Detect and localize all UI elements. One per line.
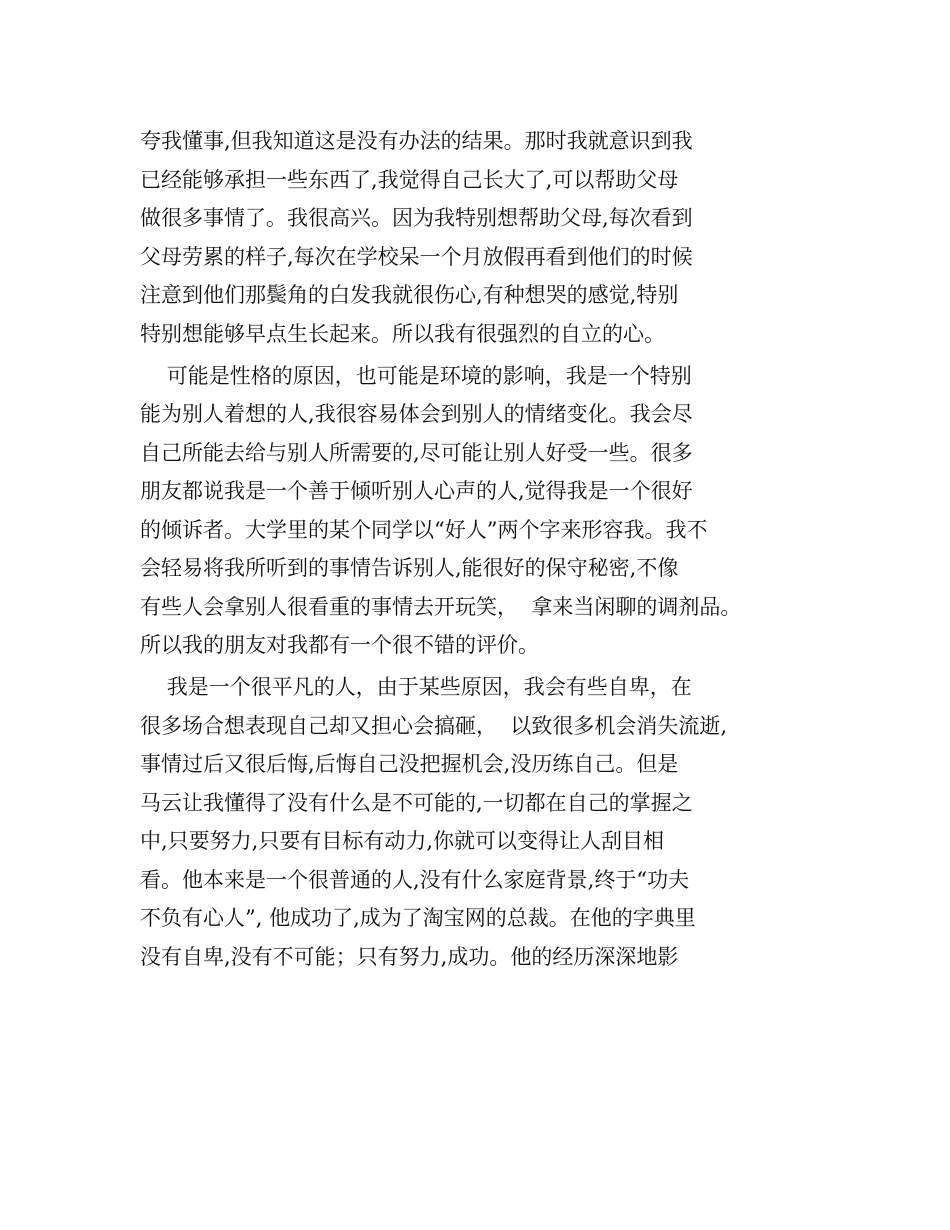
text-line: 能为别人着想的人,我很容易体会到别人的情绪变化。我会尽 xyxy=(140,402,693,426)
text-line: 所以我的朋友对我都有一个很不错的评价。 xyxy=(140,633,539,657)
text-line: 没有自卑,没有不可能；只有努力,成功。他的经历深深地影 xyxy=(140,944,679,969)
text-line: 我是一个很平凡的人，由于某些原因，我会有些自卑，在 xyxy=(140,675,692,699)
text-line: 夸我懂事,但我知道这是没有办法的结果。那时我就意识到我 xyxy=(140,129,693,153)
text-line: 可能是性格的原因，也可能是环境的影响，我是一个特别 xyxy=(140,363,692,388)
text-line: 中,只要努力,只要有目标有动力,你就可以变得让人刮目相 xyxy=(140,829,665,853)
text-line: 很多场合想表现自己却又担心会搞砸， 以致很多机会消失流逝, xyxy=(140,713,728,738)
text-line: 的倾诉者。大学里的某个同学以“好人”两个字来形容我。我不 xyxy=(140,517,708,542)
text-line: 自己所能去给与别人所需要的,尽可能让别人好受一些。很多 xyxy=(140,440,693,465)
text-line: 看。他本来是一个很普通的人,没有什么家庭背景,终于“功夫 xyxy=(140,867,690,892)
text-line: 特别想能够早点生长起来。所以我有很强烈的自立的心。 xyxy=(140,321,665,346)
text-line: 事情过后又很后悔,后悔自己没把握机会,没历练自己。但是 xyxy=(140,752,679,776)
paragraph-1 xyxy=(140,122,800,353)
text-line: 不负有心人”, 他成功了,成为了淘宝网的总裁。在他的字典里 xyxy=(140,906,696,930)
essay-body xyxy=(140,122,800,976)
text-line: 父母劳累的样子,每次在学校呆一个月放假再看到他们的时候 xyxy=(140,244,693,269)
text-line: 有些人会拿别人很看重的事情去开玩笑， 拿来当闲聊的调剂品。 xyxy=(140,594,742,619)
text-line: 已经能够承担一些东西了,我觉得自己长大了,可以帮助父母 xyxy=(140,167,679,192)
text-line: 做很多事情了。我很高兴。因为我特别想帮助父母,每次看到 xyxy=(140,206,693,230)
text-line: 马云让我懂得了没有什么是不可能的,一切都在自己的掌握之 xyxy=(140,790,693,815)
text-line: 会轻易将我所听到的事情告诉别人,能很好的保守秘密,不像 xyxy=(140,556,679,580)
paragraph-2 xyxy=(140,357,800,665)
paragraph-3 xyxy=(140,668,800,976)
text-line: 注意到他们那鬓角的白发我就很伤心,有种想哭的感觉,特别 xyxy=(140,283,679,307)
text-line: 朋友都说我是一个善于倾听别人心声的人,觉得我是一个很好 xyxy=(140,479,693,503)
